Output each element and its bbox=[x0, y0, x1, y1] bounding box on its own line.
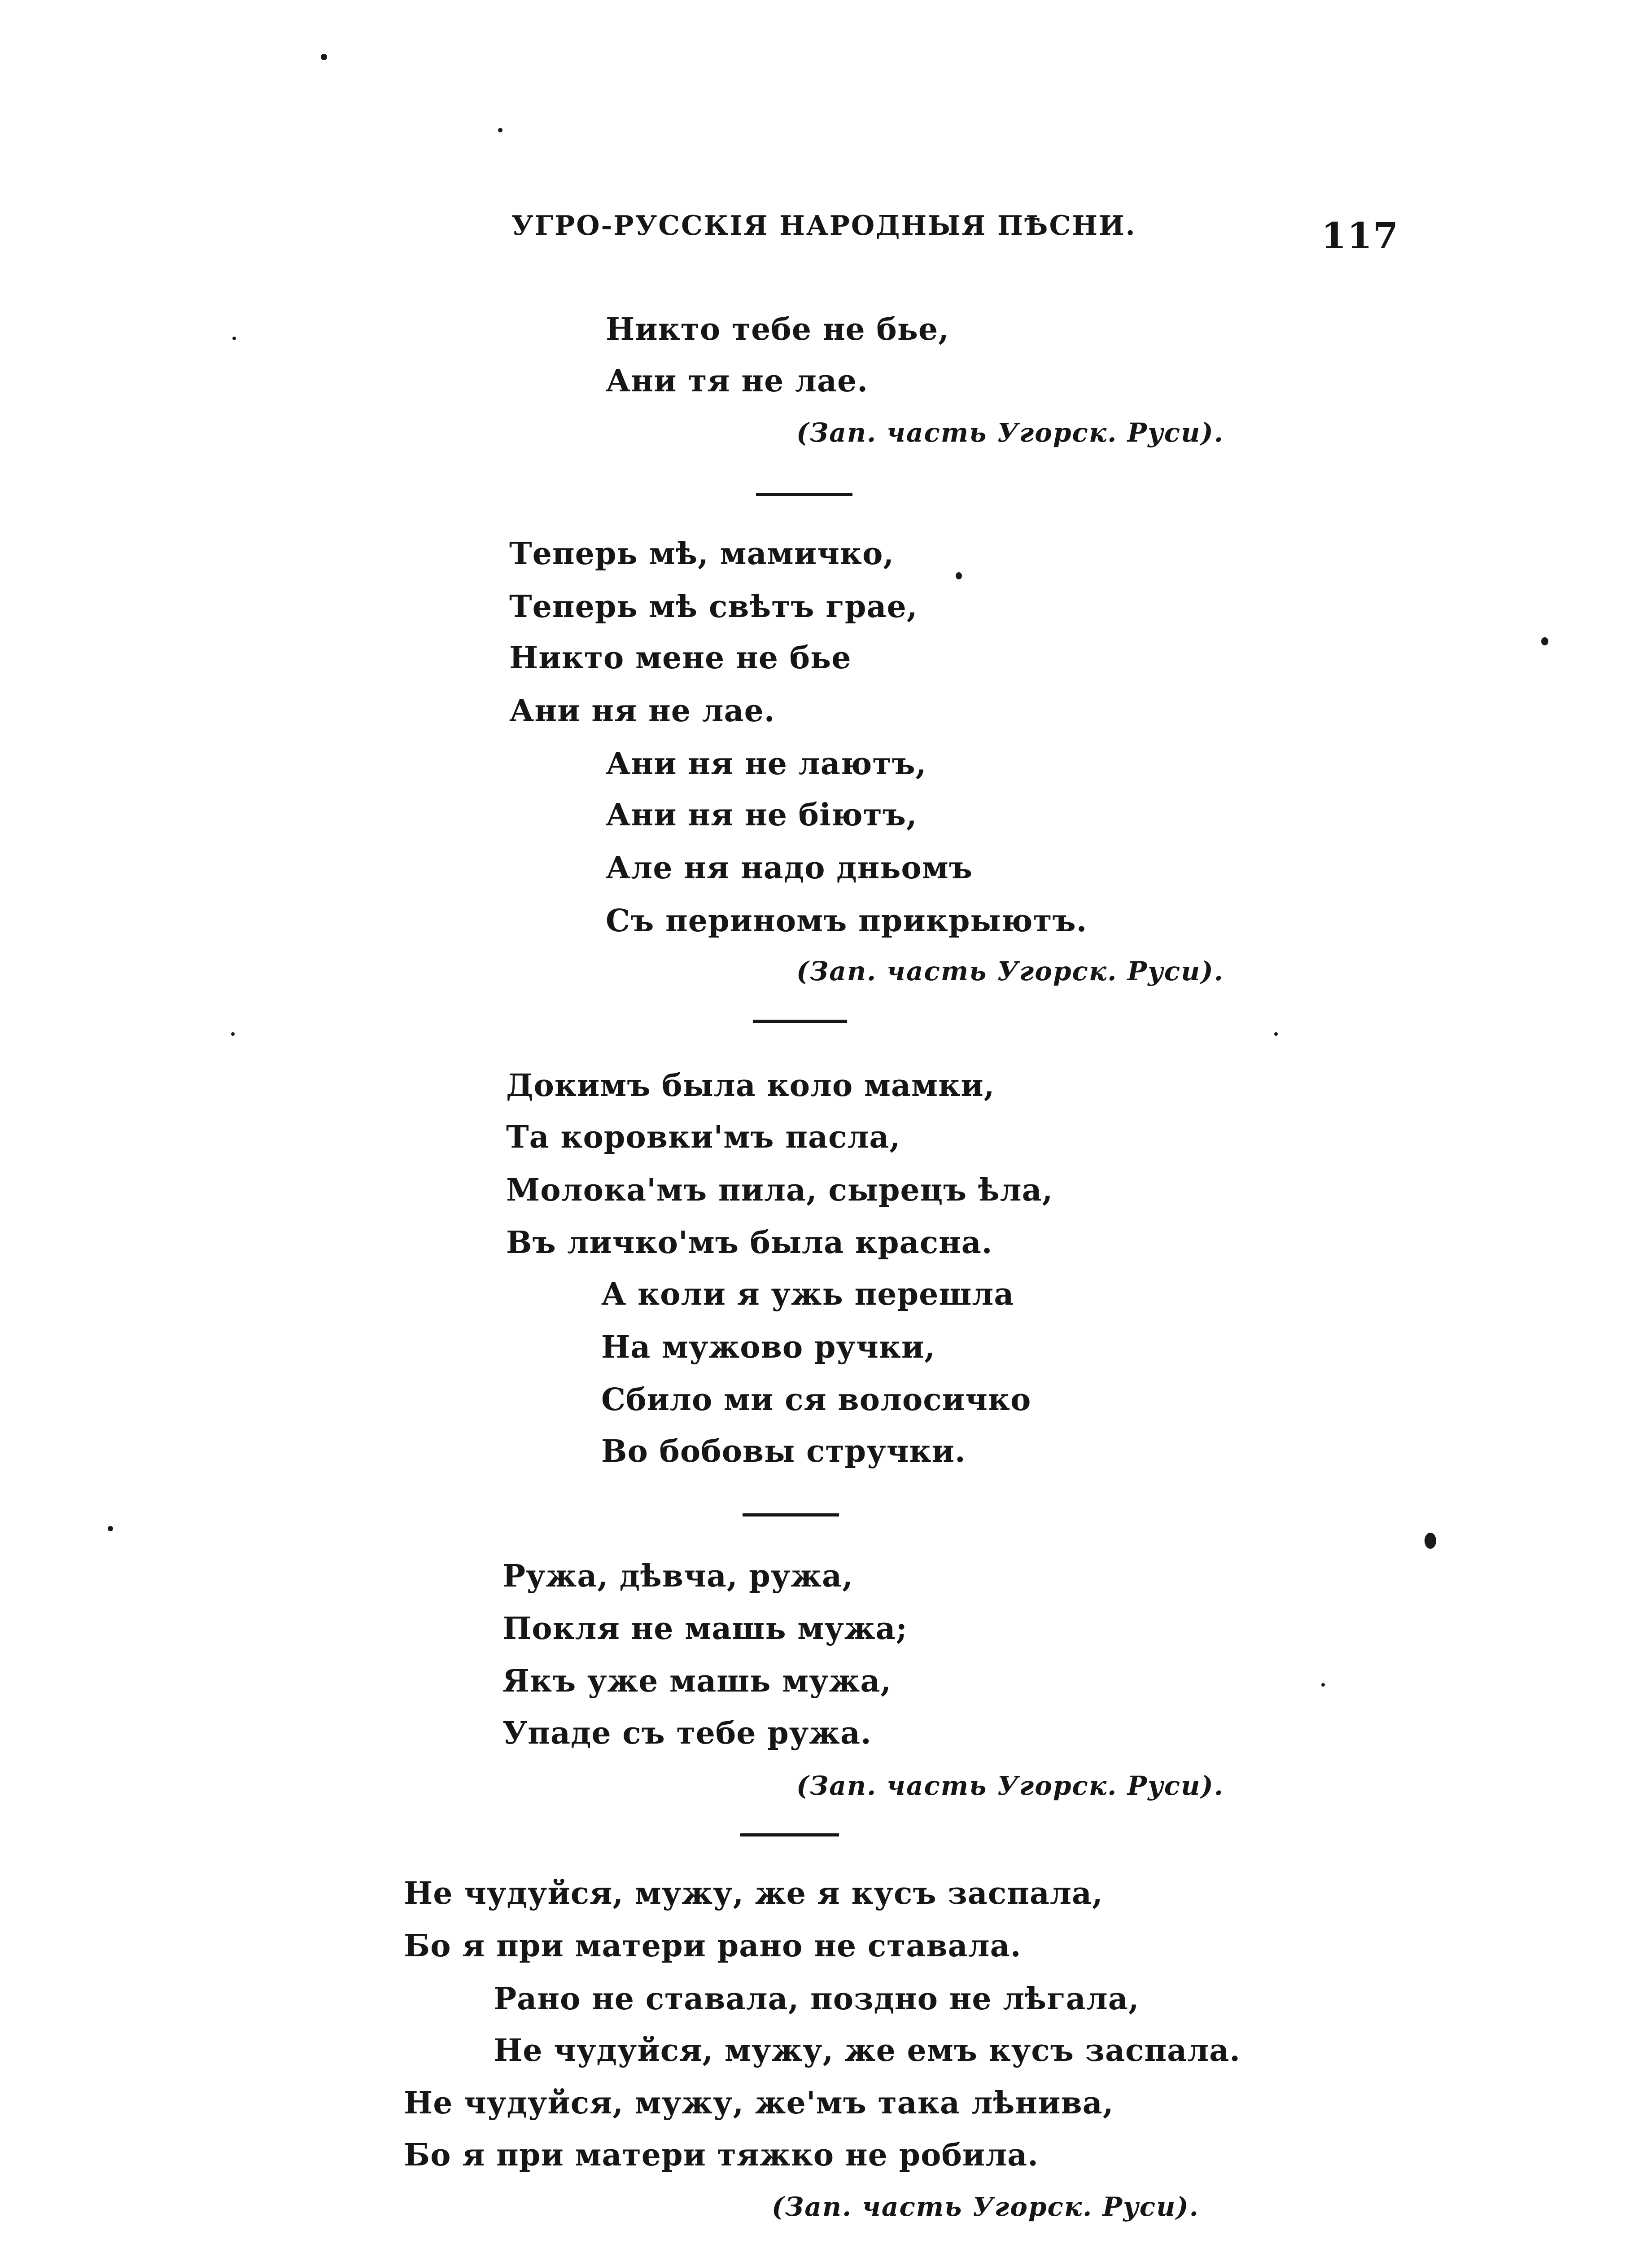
verse-line: Теперь мѣ, мамичко, bbox=[509, 536, 895, 572]
verse-line: Ани ня не лае. bbox=[509, 693, 775, 729]
page-number: 117 bbox=[1321, 215, 1399, 257]
scan-speck bbox=[1274, 1032, 1278, 1036]
verse-line: На мужово ручки, bbox=[601, 1329, 935, 1365]
scan-speck bbox=[232, 337, 236, 340]
verse-line: Ани ня не біютъ, bbox=[606, 797, 918, 833]
verse-line: Ружа, дѣвча, ружа, bbox=[503, 1558, 853, 1594]
source-note: (Зап. часть Угорск. Руси). bbox=[796, 956, 1224, 986]
verse-line: Теперь мѣ свѣтъ грае, bbox=[509, 589, 918, 625]
verse-line: Упаде съ тебе ружа. bbox=[503, 1715, 872, 1751]
verse-line: Не чудуйся, мужу, же емъ кусъ заспала. bbox=[494, 2033, 1241, 2069]
verse-line: Бо я при матери рано не ставала. bbox=[404, 1928, 1022, 1964]
scan-speck bbox=[108, 1526, 113, 1531]
scan-speck bbox=[1321, 1683, 1325, 1687]
verse-line: Ани ня не лаютъ, bbox=[606, 746, 927, 782]
verse-line: Бо я при матери тяжко не робила. bbox=[404, 2137, 1039, 2173]
separator-rule bbox=[753, 1020, 847, 1023]
verse-line: Ани тя не лае. bbox=[606, 363, 868, 399]
separator-rule bbox=[743, 1513, 839, 1516]
verse-line: Та коровки'мъ пасла, bbox=[506, 1119, 901, 1155]
verse-line: Во бобовы стручки. bbox=[601, 1433, 966, 1469]
scan-speck bbox=[321, 54, 327, 60]
source-note: (Зап. часть Угорск. Руси). bbox=[796, 417, 1224, 448]
separator-rule bbox=[756, 493, 852, 496]
verse-line: Никто тебе не бье, bbox=[606, 311, 949, 347]
running-header: УГРО-РУССКІЯ НАРОДНЫЯ ПѢСНИ. bbox=[511, 210, 1136, 241]
scan-speck bbox=[1425, 1533, 1436, 1549]
verse-line: Никто мене не бье bbox=[509, 640, 852, 676]
verse-line: Молока'мъ пила, сырецъ ѣла, bbox=[506, 1172, 1053, 1208]
source-note: (Зап. часть Угорск. Руси). bbox=[772, 2191, 1199, 2222]
verse-line: Съ периномъ прикрыютъ. bbox=[606, 903, 1088, 939]
verse-line: Въ личко'мъ была красна. bbox=[506, 1225, 993, 1261]
verse-line: Якъ уже машь мужа, bbox=[503, 1663, 892, 1699]
verse-line: Але ня надо дньомъ bbox=[606, 850, 973, 886]
separator-rule bbox=[740, 1833, 839, 1836]
verse-line: Не чудуйся, мужу, же'мъ така лѣнива, bbox=[404, 2085, 1114, 2121]
verse-line: Сбило ми ся волосичко bbox=[601, 1382, 1031, 1418]
scan-speck bbox=[498, 128, 503, 132]
source-note: (Зап. часть Угорск. Руси). bbox=[796, 1771, 1224, 1801]
scan-speck bbox=[231, 1032, 235, 1036]
scan-speck bbox=[956, 572, 962, 579]
verse-line: Покля не машь мужа; bbox=[503, 1611, 908, 1647]
verse-line: Докимъ была коло мамки, bbox=[506, 1068, 995, 1104]
verse-line: Рано не ставала, поздно не лѣгала, bbox=[494, 1981, 1140, 2017]
scan-speck bbox=[1541, 637, 1548, 645]
verse-line: Не чудуйся, мужу, же я кусъ заспала, bbox=[404, 1876, 1103, 1911]
verse-line: А коли я ужь перешла bbox=[601, 1276, 1014, 1312]
